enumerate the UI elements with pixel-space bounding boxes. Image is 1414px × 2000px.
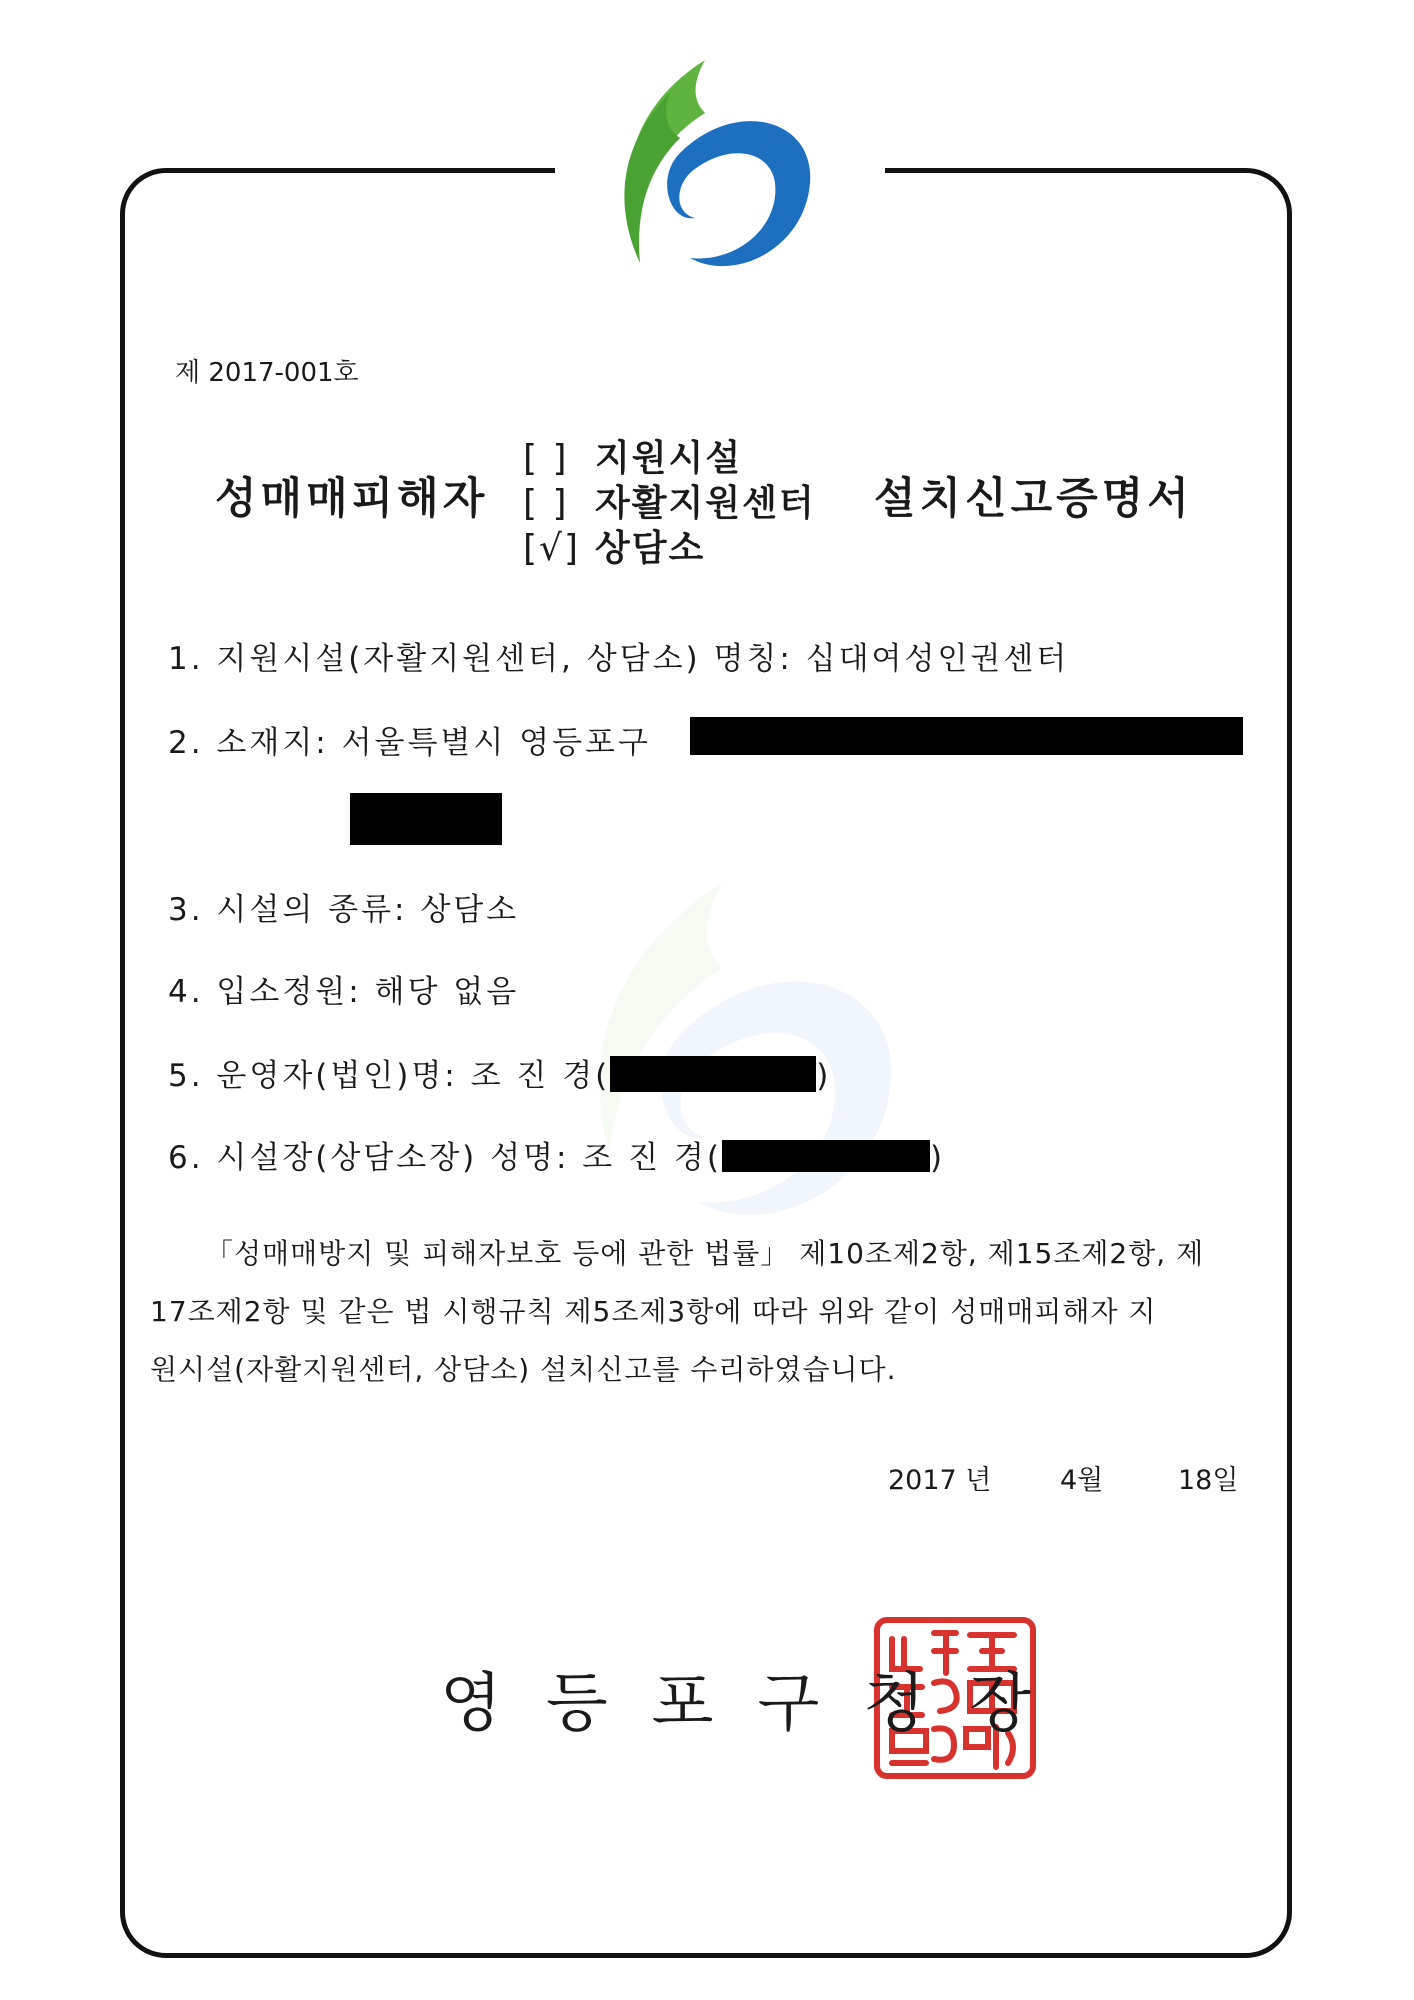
- date-day: 18일: [1178, 1465, 1239, 1496]
- item-close: ): [816, 1058, 832, 1094]
- district-logo-icon: [595, 58, 825, 288]
- option-checkbox: [√]: [523, 528, 581, 569]
- item-director-name: [168, 1132, 945, 1177]
- paragraph-line-1: 「성매매방지 및 피해자보호 등에 관한 법률」 제10조제2항, 제15조제2항, 제: [205, 1237, 1205, 1270]
- option-label: 상담소: [595, 528, 706, 569]
- item-text: 5. 운영자(법인)명: 조 진 경(: [168, 1058, 611, 1094]
- option-self-support-center: [523, 475, 816, 526]
- paragraph-line-2: 17조제2항 및 같은 법 시행규칙 제5조제3항에 따라 위와 같이 성매매피해자 지: [150, 1295, 1157, 1328]
- item-text: 6. 시설장(상담소장) 성명: 조 진 경(: [168, 1140, 722, 1176]
- item-close: ): [929, 1140, 946, 1176]
- item-facility-type: 3. 시설의 종류: 상담소: [168, 892, 520, 928]
- redaction-bar: [350, 793, 502, 845]
- item-facility-name: 1. 지원시설(자활지원센터, 상담소) 명칭: 십대여성인권센터: [168, 641, 1070, 677]
- option-label: 자활지원센터: [595, 483, 816, 524]
- option-checkbox: [ ]: [523, 483, 569, 524]
- item-capacity: 4. 입소정원: 해당 없음: [168, 974, 520, 1010]
- redaction-bar: [610, 1056, 816, 1092]
- option-checkbox: [ ]: [523, 438, 569, 479]
- redaction-bar: [722, 1140, 930, 1172]
- option-label: 지원시설: [595, 438, 743, 479]
- option-support-facility: [523, 430, 742, 481]
- date-year: 2017 년: [888, 1465, 992, 1496]
- item-address: 2. 소재지: 서울특별시 영등포구: [168, 725, 651, 761]
- title-right: 설치신고증명서: [874, 474, 1193, 524]
- issuer-name: 영등포구청장: [440, 1667, 1075, 1741]
- date-month: 4월: [1060, 1465, 1104, 1496]
- item-operator-name: [168, 1050, 831, 1095]
- title-left: 성매매피해자: [215, 474, 489, 524]
- redaction-bar: [690, 717, 1243, 755]
- option-counseling-center: [523, 520, 705, 571]
- document-number: 제 2017-001호: [175, 358, 359, 388]
- paragraph-line-3: 원시설(자활지원센터, 상담소) 설치신고를 수리하였습니다.: [150, 1353, 897, 1386]
